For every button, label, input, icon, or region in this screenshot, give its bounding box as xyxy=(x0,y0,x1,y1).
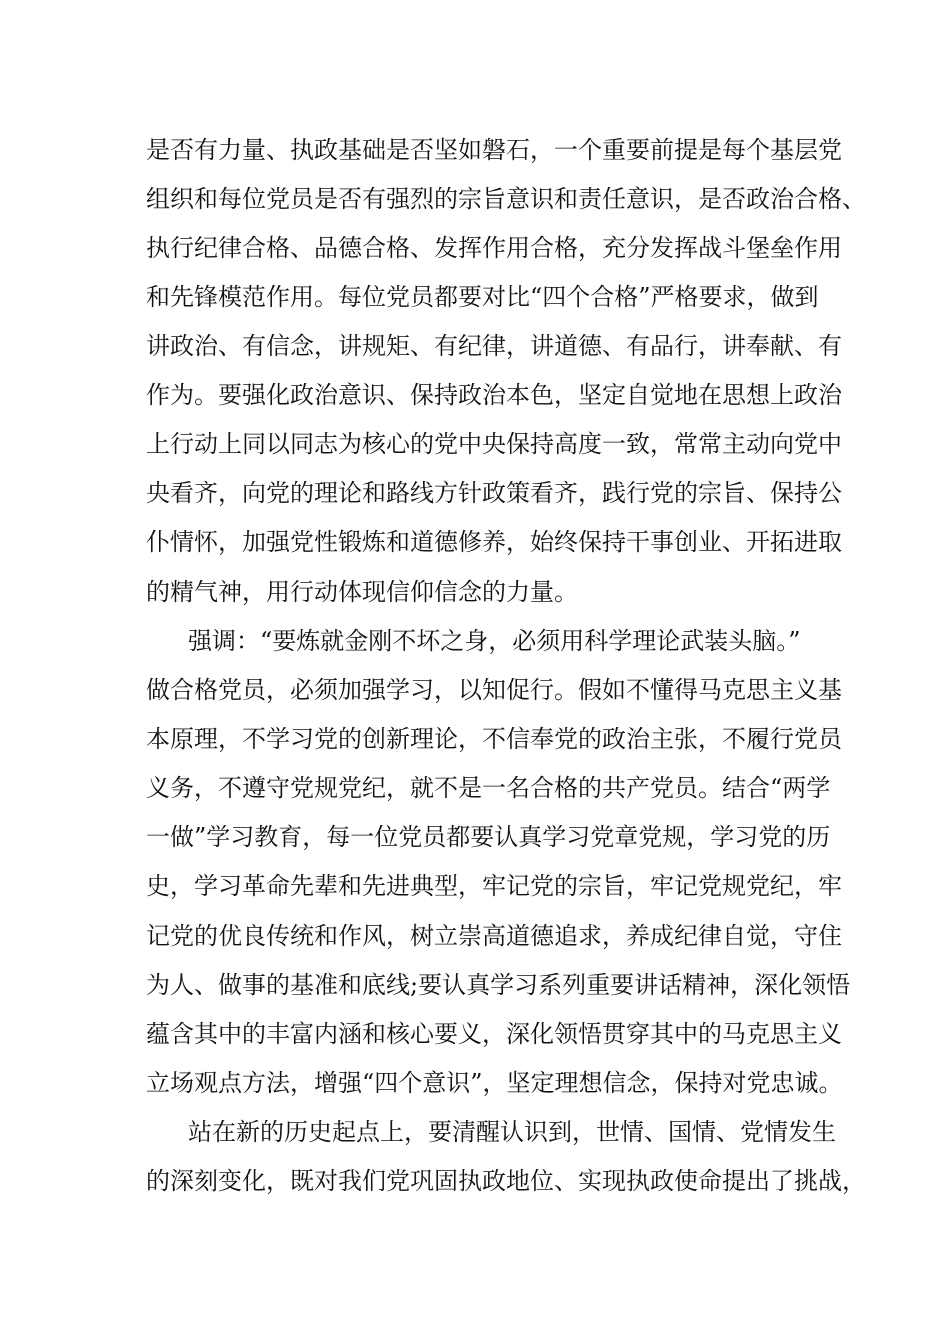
text-line: 为人、做事的基准和底线;要认真学习系列重要讲话精神，深化领悟 xyxy=(146,971,851,999)
text-line: 的精气神，用行动体现信仰信念的力量。 xyxy=(146,578,578,606)
text-line: 一做”学习教育，每一位党员都要认真学习党章党规，学习党的历 xyxy=(146,823,831,851)
text-line: 仆情怀，加强党性锻炼和道德修养，始终保持干事创业、开拓进取 xyxy=(146,528,842,556)
text-line: 做合格党员，必须加强学习，以知促行。假如不懂得马克思主义基 xyxy=(146,676,842,704)
text-line: 义务，不遵守党规党纪，就不是一名合格的共产党员。结合“两学 xyxy=(146,774,831,802)
paragraph-first-line: 站在新的历史起点上，要清醒认识到，世情、国情、党情发生 xyxy=(188,1118,836,1146)
text-line: 和先锋模范作用。每位党员都要对比“四个合格”严格要求，做到 xyxy=(146,283,819,311)
text-line: 作为。要强化政治意识、保持政治本色，坚定自觉地在思想上政治 xyxy=(146,381,842,409)
text-line: 立场观点方法，增强“四个意识”，坚定理想信念，保持对党忠诚。 xyxy=(146,1069,843,1097)
paragraph-first-line: 强调：“要炼就金刚不坏之身，必须用科学理论武装头脑。” xyxy=(188,627,801,655)
text-line: 讲政治、有信念，讲规矩、有纪律，讲道德、有品行，讲奉献、有 xyxy=(146,332,842,360)
text-line: 本原理，不学习党的创新理论，不信奉党的政治主张，不履行党员 xyxy=(146,725,842,753)
text-line: 是否有力量、执政基础是否坚如磐石，一个重要前提是每个基层党 xyxy=(146,136,842,164)
text-line: 蕴含其中的丰富内涵和核心要义，深化领悟贯穿其中的马克思主义 xyxy=(146,1020,842,1048)
text-line: 史，学习革命先辈和先进典型，牢记党的宗旨，牢记党规党纪，牢 xyxy=(146,872,842,900)
text-line: 央看齐，向党的理论和路线方针政策看齐，践行党的宗旨、保持公 xyxy=(146,479,842,507)
text-line: 执行纪律合格、品德合格、发挥作用合格，充分发挥战斗堡垒作用 xyxy=(146,234,842,262)
text-line: 的深刻变化，既对我们党巩固执政地位、实现执政使命提出了挑战， xyxy=(146,1167,866,1195)
text-line: 记党的优良传统和作风，树立崇高道德追求，养成纪律自觉，守住 xyxy=(146,922,842,950)
text-line: 上行动上同以同志为核心的党中央保持高度一致，常常主动向党中 xyxy=(146,430,842,458)
text-line: 组织和每位党员是否有强烈的宗旨意识和责任意识，是否政治合格、 xyxy=(146,185,866,213)
